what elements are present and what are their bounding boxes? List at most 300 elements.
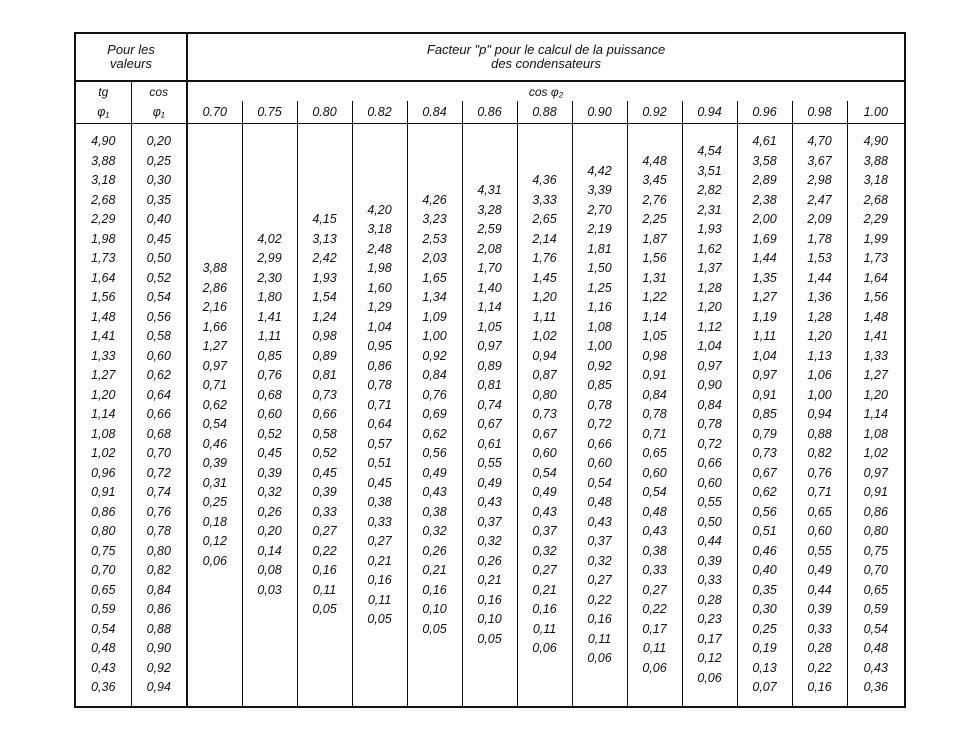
tg-value: 2,68 (91, 192, 116, 207)
tg-value: 0,36 (91, 680, 116, 695)
factor-value: 0,68 (257, 387, 282, 402)
factor-value: 1,06 (807, 368, 832, 383)
factor-value: 0,05 (422, 621, 447, 636)
factor-value: 2,47 (807, 192, 832, 207)
factor-value: 0,48 (642, 504, 667, 519)
factor-value: 4,70 (807, 134, 832, 149)
factor-column (462, 124, 517, 706)
factor-value: 1,56 (642, 251, 667, 266)
factor-value: 0,94 (807, 407, 832, 422)
factor-value: 0,37 (532, 524, 557, 539)
cos-value: 0,58 (146, 329, 171, 344)
factor-value: 2,82 (697, 183, 722, 198)
factor-value: 0,60 (532, 446, 557, 461)
factor-value: 0,16 (422, 582, 447, 597)
factor-column (517, 124, 572, 706)
factor-value: 0,37 (587, 534, 612, 549)
factor-value: 2,59 (477, 222, 502, 237)
factor-value: 3,28 (477, 202, 502, 217)
factor-value: 0,13 (752, 660, 777, 675)
factor-value: 1,20 (532, 290, 557, 305)
tg-value: 0,54 (91, 621, 116, 636)
factor-value: 1,54 (312, 290, 337, 305)
cos-value: 0,82 (146, 563, 171, 578)
factor-value: 0,60 (642, 465, 667, 480)
factor-value: 0,06 (697, 670, 722, 685)
tg-value: 1,20 (91, 387, 116, 402)
capacitor-factor-table (76, 34, 904, 706)
factor-value: 0,97 (697, 358, 722, 373)
factor-value: 0,81 (312, 368, 337, 383)
cos-value: 0,20 (146, 134, 171, 149)
factor-value: 0,19 (752, 641, 777, 656)
factor-value: 1,36 (807, 290, 832, 305)
factor-value: 2,31 (697, 202, 722, 217)
factor-value: 0,32 (532, 543, 557, 558)
factor-value: 0,22 (807, 660, 832, 675)
factor-value: 0,97 (202, 358, 227, 373)
factor-value: 1,80 (257, 290, 282, 305)
tg-label: tg (98, 84, 109, 99)
factor-value: 0,78 (587, 397, 612, 412)
factor-value: 3,33 (532, 192, 557, 207)
factor-value: 1,48 (863, 309, 888, 324)
factor-value: 1,62 (697, 241, 722, 256)
factor-value: 0,28 (697, 592, 722, 607)
cos-value: 0,56 (146, 309, 171, 324)
factor-value: 1,11 (257, 329, 282, 344)
factor-value: 0,51 (367, 456, 392, 471)
cos-value: 0,35 (146, 192, 171, 207)
factor-value: 2,53 (422, 231, 447, 246)
factor-value: 1,20 (807, 329, 832, 344)
factor-value: 1,14 (863, 407, 888, 422)
factor-value: 1,25 (587, 280, 612, 295)
factor-value: 0,45 (312, 465, 337, 480)
factor-value: 1,70 (477, 261, 502, 276)
factor-value: 0,90 (697, 378, 722, 393)
factor-value: 0,72 (697, 436, 722, 451)
cos-value: 0,84 (146, 582, 171, 597)
factor-value: 0,39 (697, 553, 722, 568)
factor-value: 0,25 (752, 621, 777, 636)
factor-column (792, 124, 847, 706)
factor-value: 0,39 (202, 456, 227, 471)
factor-value: 0,43 (532, 504, 557, 519)
factor-value: 1,34 (422, 290, 447, 305)
factor-value: 1,05 (477, 319, 502, 334)
capacitor-factor-table-frame (74, 32, 906, 708)
factor-value: 0,92 (587, 358, 612, 373)
factor-value: 2,16 (202, 300, 227, 315)
factor-value: 0,89 (312, 348, 337, 363)
factor-value: 0,26 (422, 543, 447, 558)
factor-value: 0,21 (532, 582, 557, 597)
factor-value: 1,11 (532, 309, 557, 324)
factor-value: 0,46 (752, 543, 777, 558)
factor-value: 0,38 (367, 495, 392, 510)
factor-value: 0,16 (312, 563, 337, 578)
factor-value: 4,90 (863, 134, 888, 149)
cos-value: 0,74 (146, 485, 171, 500)
factor-column (352, 124, 407, 706)
factor-value: 0,71 (642, 426, 667, 441)
factor-value: 1,16 (587, 300, 612, 315)
factor-value: 0,27 (532, 563, 557, 578)
factor-value: 0,75 (863, 543, 888, 558)
factor-value: 0,54 (587, 475, 612, 490)
cos-value: 0,30 (146, 173, 171, 188)
factor-value: 0,21 (477, 573, 502, 588)
factor-value: 0,14 (257, 543, 282, 558)
factor-value: 0,94 (532, 348, 557, 363)
factor-value: 0,43 (863, 660, 888, 675)
factor-value: 0,88 (807, 426, 832, 441)
factor-value: 1,14 (477, 300, 502, 315)
factor-value: 0,54 (202, 417, 227, 432)
factor-value: 1,93 (312, 270, 337, 285)
factor-value: 1,44 (752, 251, 777, 266)
factor-value: 2,89 (752, 173, 777, 188)
factor-value: 1,20 (863, 387, 888, 402)
factor-value: 1,19 (752, 309, 777, 324)
cos-label: cos (131, 81, 187, 101)
factor-value: 0,28 (807, 641, 832, 656)
factor-value: 0,43 (642, 524, 667, 539)
factor-value: 3,51 (697, 163, 722, 178)
tg-value: 1,33 (91, 348, 116, 363)
factor-value: 0,73 (532, 407, 557, 422)
factor-value: 0,06 (587, 651, 612, 666)
factor-value: 0,43 (477, 495, 502, 510)
tg-value: 0,80 (91, 524, 116, 539)
factor-value: 0,05 (477, 631, 502, 646)
factor-value: 1,27 (202, 339, 227, 354)
factor-value: 0,05 (312, 602, 337, 617)
factor-value: 0,98 (312, 329, 337, 344)
factor-value: 0,70 (863, 563, 888, 578)
factor-value: 0,85 (587, 378, 612, 393)
tg-value: 1,56 (91, 290, 116, 305)
factor-value: 0,67 (752, 465, 777, 480)
cos-value: 0,40 (146, 212, 171, 227)
factor-value: 0,84 (697, 397, 722, 412)
main-header-cell (187, 34, 904, 81)
tg-value: 1,08 (91, 426, 116, 441)
factor-value: 0,26 (477, 553, 502, 568)
factor-value: 0,21 (422, 563, 447, 578)
factor-value: 0,84 (422, 368, 447, 383)
cos-phi2-column-header: 0.94 (682, 101, 737, 124)
factor-value: 2,09 (807, 212, 832, 227)
factor-value: 1,02 (863, 446, 888, 461)
cos-value: 0,54 (146, 290, 171, 305)
factor-value: 1,65 (422, 270, 447, 285)
factor-value: 0,16 (587, 612, 612, 627)
factor-value: 0,22 (642, 602, 667, 617)
factor-column (242, 124, 297, 706)
factor-value: 0,16 (807, 680, 832, 695)
cos-phi2-column-header: 0.90 (572, 101, 627, 124)
cos-value: 0,86 (146, 602, 171, 617)
factor-value: 2,30 (257, 270, 282, 285)
factor-value: 0,65 (807, 504, 832, 519)
factor-value: 1,00 (422, 329, 447, 344)
factor-value: 0,39 (257, 465, 282, 480)
factor-value: 0,44 (807, 582, 832, 597)
factor-value: 0,62 (202, 397, 227, 412)
cos-value: 0,78 (146, 524, 171, 539)
factor-value: 0,65 (863, 582, 888, 597)
factor-value: 0,30 (752, 602, 777, 617)
factor-value: 1,12 (697, 319, 722, 334)
factor-value: 0,43 (587, 514, 612, 529)
tg-value: 0,59 (91, 602, 116, 617)
factor-value: 1,53 (807, 251, 832, 266)
factor-value: 1,05 (642, 329, 667, 344)
factor-value: 0,40 (752, 563, 777, 578)
factor-value: 0,97 (863, 465, 888, 480)
factor-value: 0,32 (477, 534, 502, 549)
main-title-line-2: des condensateurs (491, 56, 601, 72)
factor-value: 0,10 (477, 612, 502, 627)
factor-value: 2,42 (312, 251, 337, 266)
factor-value: 3,45 (642, 173, 667, 188)
tg-value: 1,64 (91, 270, 116, 285)
factor-value: 2,86 (202, 280, 227, 295)
factor-value: 0,48 (863, 641, 888, 656)
factor-value: 0,76 (257, 368, 282, 383)
factor-value: 0,71 (202, 378, 227, 393)
factor-value: 2,98 (807, 173, 832, 188)
factor-value: 0,31 (202, 475, 227, 490)
factor-value: 0,52 (312, 446, 337, 461)
cos-value: 0,90 (146, 641, 171, 656)
factor-value: 0,54 (532, 465, 557, 480)
cos-value: 0,68 (146, 426, 171, 441)
cos-phi2-column-header: 0.80 (297, 101, 352, 124)
tg-value: 0,43 (91, 660, 116, 675)
factor-value: 0,60 (257, 407, 282, 422)
factor-value: 0,62 (422, 426, 447, 441)
factor-value: 4,02 (257, 231, 282, 246)
cos-value: 0,50 (146, 251, 171, 266)
factor-value: 2,76 (642, 192, 667, 207)
factor-value: 0,80 (532, 387, 557, 402)
factor-value: 3,39 (587, 183, 612, 198)
factor-value: 1,27 (752, 290, 777, 305)
cos-phi2-column-header: 0.82 (352, 101, 407, 124)
factor-value: 0,86 (863, 504, 888, 519)
factor-value: 1,60 (367, 280, 392, 295)
factor-value: 2,19 (587, 222, 612, 237)
tg-value: 0,91 (91, 485, 116, 500)
factor-value: 0,91 (642, 368, 667, 383)
factor-value: 2,25 (642, 212, 667, 227)
factor-value: 1,98 (367, 261, 392, 276)
factor-value: 2,14 (532, 231, 557, 246)
factor-value: 4,15 (312, 212, 337, 227)
factor-value: 4,61 (752, 134, 777, 149)
factor-value: 0,65 (642, 446, 667, 461)
cos-value: 0,52 (146, 270, 171, 285)
factor-value: 1,69 (752, 231, 777, 246)
factor-value: 0,92 (422, 348, 447, 363)
factor-value: 1,04 (697, 339, 722, 354)
factor-value: 2,65 (532, 212, 557, 227)
tg-value: 1,48 (91, 309, 116, 324)
factor-value: 1,37 (697, 261, 722, 276)
cos-value: 0,70 (146, 446, 171, 461)
cos-value: 0,45 (146, 231, 171, 246)
factor-column (737, 124, 792, 706)
factor-value: 2,03 (422, 251, 447, 266)
factor-value: 0,71 (807, 485, 832, 500)
factor-value: 0,23 (697, 612, 722, 627)
factor-value: 1,41 (863, 329, 888, 344)
factor-value: 1,09 (422, 309, 447, 324)
factor-value: 3,18 (367, 222, 392, 237)
factor-column (627, 124, 682, 706)
factor-value: 4,36 (532, 173, 557, 188)
factor-value: 0,43 (422, 485, 447, 500)
factor-value: 0,11 (642, 641, 667, 656)
factor-value: 1,78 (807, 231, 832, 246)
factor-value: 0,58 (312, 426, 337, 441)
factor-value: 0,44 (697, 534, 722, 549)
factor-value: 1,35 (752, 270, 777, 285)
factor-value: 0,60 (807, 524, 832, 539)
factor-value: 0,21 (367, 553, 392, 568)
factor-value: 1,27 (863, 368, 888, 383)
cos-value: 0,25 (146, 153, 171, 168)
factor-value: 1,33 (863, 348, 888, 363)
factor-value: 0,62 (752, 485, 777, 500)
factor-value: 0,38 (642, 543, 667, 558)
factor-value: 1,14 (642, 309, 667, 324)
factor-value: 0,82 (807, 446, 832, 461)
factor-value: 0,55 (477, 456, 502, 471)
factor-value: 0,12 (202, 534, 227, 549)
factor-value: 0,08 (257, 563, 282, 578)
factor-value: 2,70 (587, 202, 612, 217)
factor-value: 4,42 (587, 163, 612, 178)
factor-value: 0,11 (367, 592, 392, 607)
factor-value: 0,22 (312, 543, 337, 558)
factor-value: 1,00 (807, 387, 832, 402)
factor-value: 3,18 (863, 173, 888, 188)
factor-column (297, 124, 352, 706)
cos-value: 0,80 (146, 543, 171, 558)
cos-value: 0,62 (146, 368, 171, 383)
tg-value: 4,90 (91, 134, 116, 149)
factor-value: 1,28 (807, 309, 832, 324)
factor-value: 3,23 (422, 212, 447, 227)
factor-value: 0,26 (257, 504, 282, 519)
factor-value: 1,76 (532, 251, 557, 266)
cos-value: 0,94 (146, 680, 171, 695)
factor-value: 0,33 (697, 573, 722, 588)
factor-value: 0,16 (477, 592, 502, 607)
left-header-cell (76, 34, 187, 81)
factor-value: 0,78 (697, 417, 722, 432)
cos-phi2-column-header: 0.96 (737, 101, 792, 124)
factor-value: 0,39 (807, 602, 832, 617)
factor-value: 0,11 (312, 582, 337, 597)
factor-value: 0,20 (257, 524, 282, 539)
factor-value: 0,73 (752, 446, 777, 461)
factor-value: 0,33 (807, 621, 832, 636)
factor-value: 0,98 (642, 348, 667, 363)
factor-value: 0,37 (477, 514, 502, 529)
factor-value: 0,27 (642, 582, 667, 597)
factor-value: 0,86 (367, 358, 392, 373)
factor-value: 0,85 (752, 407, 777, 422)
factor-value: 0,54 (642, 485, 667, 500)
factor-value: 0,10 (422, 602, 447, 617)
factor-value: 0,06 (642, 660, 667, 675)
tg-value: 1,27 (91, 368, 116, 383)
tg-value: 1,41 (91, 329, 116, 344)
factor-value: 0,51 (752, 524, 777, 539)
factor-value: 3,67 (807, 153, 832, 168)
factor-value: 1,13 (807, 348, 832, 363)
cos-value: 0,66 (146, 407, 171, 422)
factor-value: 0,33 (312, 504, 337, 519)
factor-value: 0,32 (422, 524, 447, 539)
factor-value: 0,89 (477, 358, 502, 373)
factor-value: 0,35 (752, 582, 777, 597)
cos-value: 0,64 (146, 387, 171, 402)
factor-value: 0,74 (477, 397, 502, 412)
cos-phi2-column-header: 1.00 (847, 101, 904, 124)
factor-value: 0,64 (367, 417, 392, 432)
factor-value: 0,48 (587, 495, 612, 510)
tg-phi1-column (76, 124, 131, 706)
factor-value: 0,46 (202, 436, 227, 451)
cos-value: 0,60 (146, 348, 171, 363)
factor-value: 0,12 (697, 651, 722, 666)
tg-value: 0,70 (91, 563, 116, 578)
factor-value: 0,66 (312, 407, 337, 422)
factor-value: 0,59 (863, 602, 888, 617)
cos-phi2-column-header: 0.86 (462, 101, 517, 124)
factor-value: 0,67 (477, 417, 502, 432)
factor-value: 0,67 (532, 426, 557, 441)
factor-value: 1,64 (863, 270, 888, 285)
factor-value: 2,08 (477, 241, 502, 256)
factor-value: 1,31 (642, 270, 667, 285)
factor-value: 0,45 (257, 446, 282, 461)
factor-value: 0,81 (477, 378, 502, 393)
factor-value: 0,16 (532, 602, 557, 617)
factor-column (572, 124, 627, 706)
factor-value: 0,05 (367, 612, 392, 627)
factor-value: 3,13 (312, 231, 337, 246)
factor-value: 0,07 (752, 680, 777, 695)
factor-value: 1,08 (587, 319, 612, 334)
factor-value: 4,31 (477, 183, 502, 198)
tg-value: 2,29 (91, 212, 116, 227)
factor-value: 0,66 (587, 436, 612, 451)
factor-value: 0,32 (257, 485, 282, 500)
cos-value: 0,92 (146, 660, 171, 675)
tg-value: 1,73 (91, 251, 116, 266)
factor-value: 4,54 (697, 144, 722, 159)
factor-value: 0,32 (587, 553, 612, 568)
factor-value: 0,33 (367, 514, 392, 529)
factor-value: 0,72 (587, 417, 612, 432)
